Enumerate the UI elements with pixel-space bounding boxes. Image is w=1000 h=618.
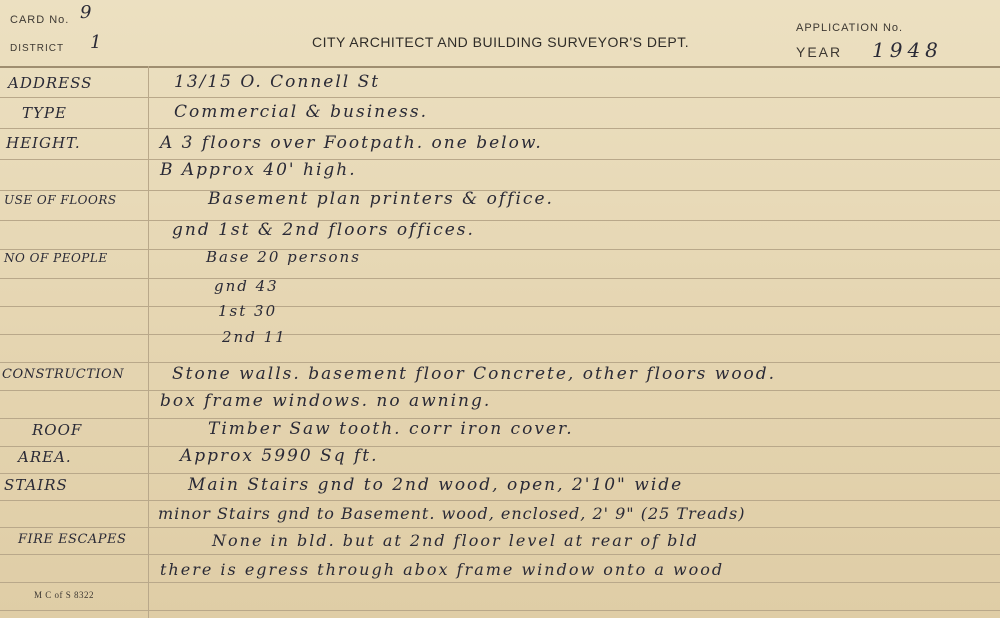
label-area: AREA. bbox=[18, 448, 72, 466]
ruled-line bbox=[0, 527, 1000, 528]
label-roof: ROOF bbox=[32, 421, 83, 439]
entry-fire-2: there is egress through abox frame window onto a wood bbox=[160, 560, 725, 579]
entry-people-1: Base 20 persons bbox=[206, 248, 361, 266]
ruled-line bbox=[0, 220, 1000, 221]
label-height: HEIGHT. bbox=[6, 134, 81, 152]
department-title: CITY ARCHITECT AND BUILDING SURVEYOR'S DEPT. bbox=[312, 34, 690, 50]
card-no-value: 9 bbox=[80, 2, 94, 23]
ruled-line bbox=[0, 278, 1000, 279]
application-label: APPLICATION No. bbox=[796, 22, 904, 34]
entry-use-1: Basement plan printers & office. bbox=[208, 189, 554, 209]
district-value: 1 bbox=[90, 32, 104, 53]
label-no-of-people: NO OF PEOPLE bbox=[4, 251, 108, 265]
year-label: YEAR bbox=[796, 44, 843, 60]
entry-people-4: 2nd 11 bbox=[222, 328, 287, 346]
ruled-line bbox=[0, 446, 1000, 447]
form-code: M C of S 8322 bbox=[34, 590, 95, 600]
ruled-line bbox=[0, 334, 1000, 335]
ruled-line bbox=[0, 159, 1000, 160]
label-column-divider bbox=[148, 66, 149, 618]
label-construction: CONSTRUCTION bbox=[2, 367, 125, 382]
ruled-line bbox=[0, 473, 1000, 474]
entry-use-2: gnd 1st & 2nd floors offices. bbox=[172, 220, 475, 240]
label-use-of-floors: USE OF FLOORS bbox=[4, 193, 117, 207]
ruled-line bbox=[0, 97, 1000, 98]
label-stairs: STAIRS bbox=[4, 476, 68, 494]
entry-people-2: gnd 43 bbox=[214, 277, 279, 295]
entry-construction-2: box frame windows. no awning. bbox=[160, 391, 492, 411]
ruled-line bbox=[0, 390, 1000, 391]
entry-stairs-2: minor Stairs gnd to Basement. wood, enclosed, 2' 9" (25 Treads) bbox=[158, 504, 746, 523]
entry-construction-1: Stone walls. basement floor Concrete, other floors wood. bbox=[172, 364, 777, 384]
entry-height-a: A 3 floors over Footpath. one below. bbox=[160, 133, 543, 153]
entry-area: Approx 5990 Sq ft. bbox=[180, 446, 379, 466]
ruled-line bbox=[0, 500, 1000, 501]
ruled-line bbox=[0, 128, 1000, 129]
ruled-line bbox=[0, 582, 1000, 583]
entry-fire-1: None in bld. but at 2nd floor level at rear of bld bbox=[212, 531, 699, 550]
entry-people-3: 1st 30 bbox=[218, 302, 278, 320]
ruled-line bbox=[0, 362, 1000, 363]
ruled-line bbox=[0, 554, 1000, 555]
entry-roof: Timber Saw tooth. corr iron cover. bbox=[208, 419, 574, 439]
header-rule bbox=[0, 66, 1000, 68]
label-fire-escapes: FIRE ESCAPES bbox=[18, 532, 127, 547]
entry-type: Commercial & business. bbox=[174, 102, 428, 122]
label-type: TYPE bbox=[22, 104, 67, 122]
ruled-line bbox=[0, 249, 1000, 250]
ruled-line bbox=[0, 306, 1000, 307]
card-no-label: CARD No. bbox=[10, 14, 70, 26]
entry-height-b: B Approx 40' high. bbox=[160, 160, 357, 180]
district-label: DISTRICT bbox=[10, 43, 65, 54]
entry-address: 13/15 O. Connell St bbox=[174, 72, 381, 92]
entry-stairs-1: Main Stairs gnd to 2nd wood, open, 2'10" wide bbox=[188, 475, 684, 495]
ruled-line bbox=[0, 610, 1000, 611]
label-address: ADDRESS bbox=[8, 74, 93, 92]
year-value: 1948 bbox=[872, 38, 943, 62]
